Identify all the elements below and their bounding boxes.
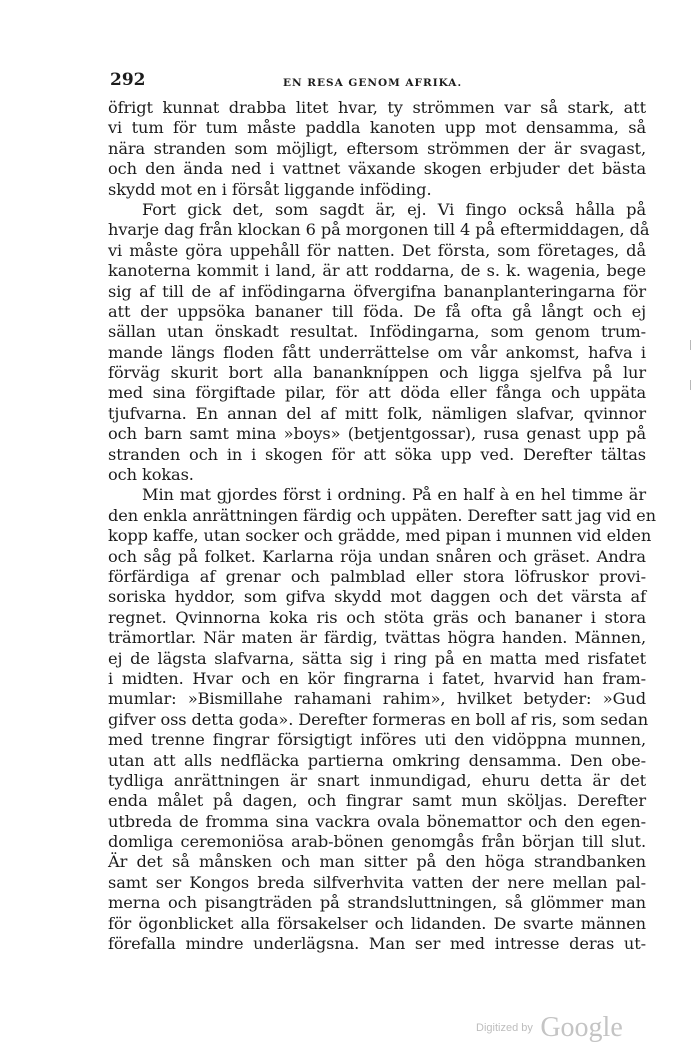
text-line: nära stranden som möjligt, eftersom strömmen der är svagast, [108,138,646,158]
text-line: Är det så månsken och man sitter på den höga strandbanken [108,852,646,872]
text-line: Min mat gjordes först i ordning. På en half à en hel timme är [142,485,646,505]
text-line: hvarje dag från klockan 6 på morgonen till 4 på eftermiddagen, då [108,220,650,240]
text-line: med trenne fingrar försigtigt införes uti den vidöppna munnen, [108,730,646,750]
text-line: merna och pisangträden på strandsluttningen, så glömmer man [108,893,646,913]
text-line: att der uppsöka bananer till föda. De få ofta gå långt och ej [108,301,646,321]
text-line: sällan utan önskadt resultat. Infödingarna, som genom trum- [108,322,646,342]
text-line: trämortlar. När maten är färdig, tvättas högra handen. Männen, [108,628,646,648]
text-line: den enkla anrättningen färdig och uppäten. Derefter satt jag vid en [108,505,656,525]
text-line: gifver oss detta goda». Derefter formeras en boll af ris, som sedan [108,709,649,729]
text-block [108,98,656,954]
text-line: regnet. Qvinnorna koka ris och stöta gräs och bananer i stora [108,607,646,627]
text-line: öfrigt kunnat drabba litet hvar, ty strömmen var så stark, att [108,98,646,117]
text-line: sig af till de af infödingarna öfvergifna bananplanteringarna för [108,281,646,301]
text-line: och barn samt mina »boys» (betjentgossar), rusa genast upp på [108,424,646,444]
text-line: mande längs floden fått underrättelse om vår ankomst, hafva i [108,342,646,362]
text-line: utbreda de fromma sina vackra ovala bönemattor och den egen- [108,811,646,831]
text-line: Fort gick det, som sagdt är, ej. Vi fingo också hålla på [142,199,646,219]
text-line: domliga ceremoniösa arab-bönen genomgås från början till slut. [108,832,646,852]
text-line: stranden och in i skogen för att söka upp ved. Derefter tältas [108,444,646,464]
text-line: förväg skurit bort alla banankníppen och ligga sjelfva på lur [108,363,646,383]
text-line: och den ända ned i vattnet växande skogen erbjuder det bästa [108,159,646,179]
text-line: soriska hyddor, som gifva skydd mot daggen och det värsta af [108,587,646,607]
text-line: mumlar: »Bismillahe rahamani rahim», hvilket betyder: »Gud [108,689,646,709]
text-line: med sina förgiftade pilar, för att döda eller fånga och uppäta [108,383,646,403]
text-line: vi tum för tum måste paddla kanoten upp mot densamma, så [108,118,646,138]
text-line: samt ser Kongos breda silfverhvita vatten der nere mellan pal- [108,872,646,892]
margin-tick [690,340,691,350]
google-logo: Google [540,1012,623,1043]
text-line: tydliga anrättningen är snart inmundigad, ehuru detta är det [108,770,646,790]
digitized-by-label: Digitized by [476,1022,533,1034]
text-line: förfärdiga af grenar och palmblad eller stora löfruskor provi- [108,566,646,586]
running-head: EN RESA GENOM AFRIKA. [283,77,463,89]
text-line: kopp kaffe, utan socker och grädde, med pipan i munnen vid elden [108,526,652,546]
text-line: och kokas. [108,465,194,485]
text-line: enda målet på dagen, och fingrar samt mun sköljas. Derefter [108,791,646,811]
text-line: ej de lägsta slafvarna, sätta sig i ring på en matta med risfatet [108,648,646,668]
text-line: vi måste göra uppehåll för natten. Det första, som företages, då [108,240,646,260]
text-line: tjufvarna. En annan del af mitt folk, nämligen slafvar, qvinnor [108,403,646,423]
text-line: skydd mot en i försåt liggande inföding. [108,179,432,199]
text-line: kanoterna kommit i land, är att roddarna, de s. k. wagenia, bege [108,261,646,281]
text-line: i midten. Hvar och en kör fingrarna i fatet, hvarvid han fram- [108,668,646,688]
digitized-watermark [476,1012,623,1044]
text-line: utan att alls nedfläcka partierna omkring densamma. Den obe- [108,750,646,770]
text-line: förefalla mindre underlägsna. Man ser med intresse deras ut- [108,934,646,954]
text-line: och såg på folket. Karlarna röja undan snåren och gräset. Andra [108,546,646,566]
page-number: 292 [110,70,146,90]
text-line: för ögonblicket alla försakelser och lidanden. De svarte männen [108,913,646,933]
margin-tick [690,380,691,390]
